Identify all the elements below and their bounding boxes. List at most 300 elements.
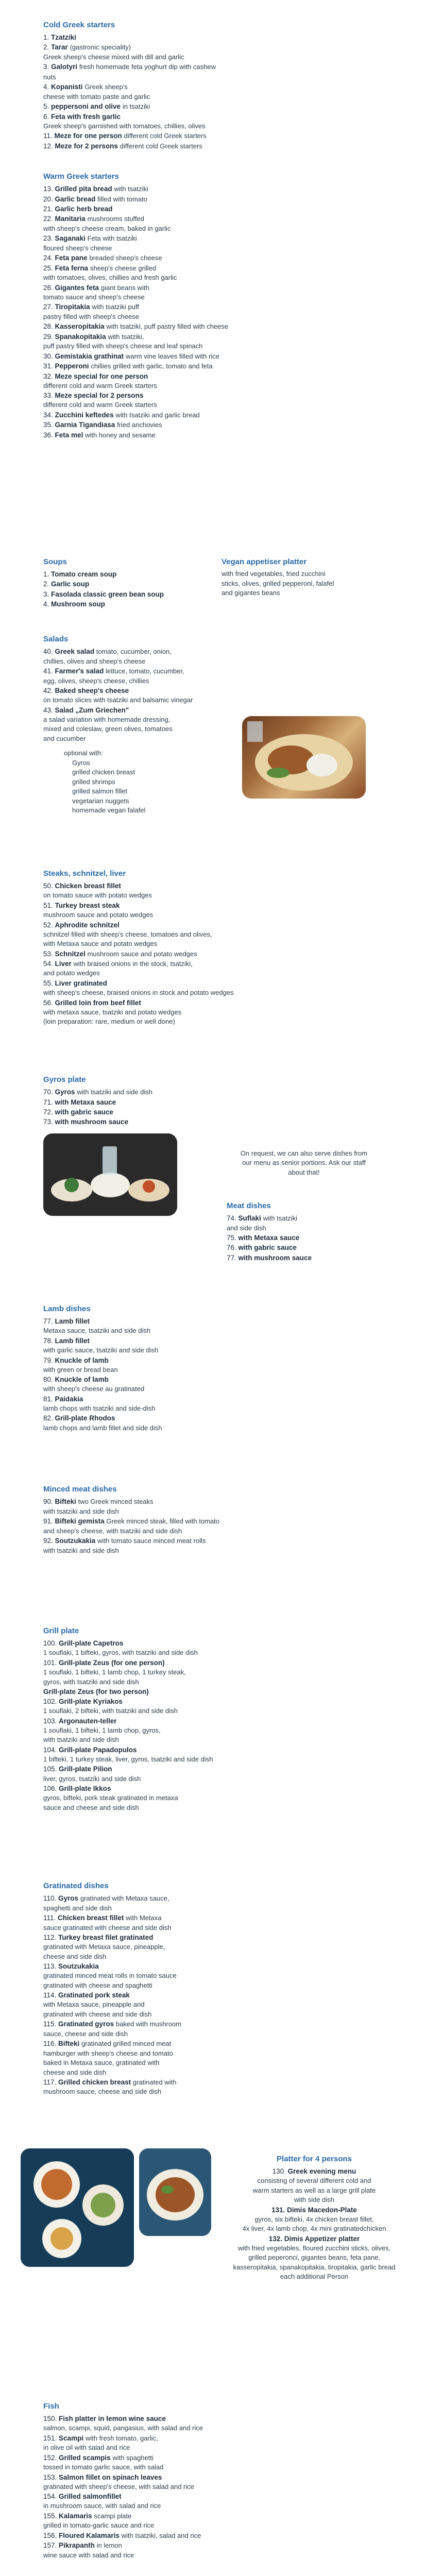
menu-item [43,2077,249,2087]
menu-item [43,2039,249,2048]
item-description: chillies grilled with garlic, tomato and feta [91,362,213,370]
item-name: Grill-plate Papadopulos [59,1745,137,1754]
item-number: 3. [43,590,49,598]
item-name: Chicken breast fillet [55,882,121,890]
item-name: 131. Dimis Macedon-Plate [271,2206,357,2214]
item-description: with tsatziki and side dish [77,1088,153,1096]
item-detail: sauce gratinated with cheese and side dish [43,1923,172,1931]
item-number: 76. [227,1244,236,1252]
menu-item [43,1375,218,1384]
item-description: (gastronic speciality) [70,43,131,52]
menu-item [43,32,218,42]
item-number: 70. [43,1088,53,1096]
item-detail: and cucumber [43,734,86,742]
item-detail: mushroom sauce, cheese and side dish [43,2088,162,2096]
item-description: fried anchovies [117,421,162,429]
item-name: Gigantes feta [55,283,99,292]
menu-item [43,253,239,263]
menu-item [43,2453,260,2463]
item-detail: grilled in tomato-garlic sauce and rice [43,2521,155,2530]
menu-item [43,1536,260,1546]
menu-item [43,2531,260,2540]
menu-item [43,332,239,342]
menu-item [43,263,239,273]
item-name: Garlic bread [55,195,96,203]
item-description: Feta with tsatziki [87,234,137,243]
item-name: Pepperoni [55,362,89,370]
item-number: 113. [43,1962,57,1971]
item-detail: baked in Metaxa sauce, gratinated with [43,2059,160,2067]
item-description: scampi plate [94,2512,132,2520]
item-detail: floured sheep's cheese [43,244,112,252]
gyros-section [43,1074,213,1127]
item-name: Paidakia [55,1395,83,1403]
item-number: 41. [43,667,53,675]
item-detail: tossed in tomato garlic sauce, with salad [43,2463,164,2471]
optional-label: optional with: [64,749,103,757]
item-name: Feta with fresh garlic [51,112,121,121]
menu-item [43,579,213,589]
item-detail: gratinated with sheep's cheese, with salad and rice [43,2482,194,2490]
item-detail: and potato wedges [43,969,100,977]
item-detail: 1 souflaki, 1 bifteki, 1 lamb chop, gyros, [43,1726,161,1734]
item-number: 55. [43,979,53,987]
item-detail: sauce and cheese and side dish [43,1803,139,1811]
item-number: 111. [43,1914,56,1922]
item-description: with Metaxa [126,1914,162,1922]
item-number: 6. [43,112,49,121]
item-description: with tsatziki, [108,332,144,341]
item-number: 20. [43,195,53,203]
item-number: 157. [43,2541,57,2550]
menu-item [43,978,285,988]
item-name: Grilled scampis [59,2453,111,2462]
item-name: Grill-plate Zeus (for two person) [43,1687,149,1696]
item-description: in tsatziki [122,103,150,111]
item-number: 90. [43,1498,53,1506]
item-detail: mixed and coleslaw, green olives, tomatoes [43,725,173,733]
request-note-line: On request, we can also serve dishes from [240,1149,368,1157]
item-detail: warm starters as well as a large grill plate [252,2186,376,2194]
item-name: Tiropitakia [55,303,90,311]
menu-item [227,1253,381,1263]
item-name: Fasolada classic green bean soup [51,590,164,598]
menu-item [43,1716,291,1726]
menu-item [43,131,218,141]
item-number: 32. [43,372,53,380]
item-number: 74. [227,1214,236,1223]
gratinated-title: Gratinated dishes [43,1882,109,1890]
menu-item [43,1516,260,1526]
menu-item [43,101,218,111]
item-description: in lemon [96,2541,122,2550]
menu-item [43,1933,249,1942]
item-number: 54. [43,960,53,968]
item-name: Tomato cream soup [51,570,117,579]
item-detail: spaghetti and side dish [43,1904,112,1912]
item-number: 43. [43,706,53,714]
item-number: 154. [43,2493,57,2501]
item-number: 5. [43,103,49,111]
menu-item [43,1764,291,1774]
warm_greek-title: Warm Greek starters [43,172,120,181]
item-description: with tsatziki [263,1214,298,1223]
grill-section [43,1625,291,1812]
item-number: 112. [43,1934,57,1942]
item-name: Mushroom soup [51,600,106,608]
lamb-title: Lamb dishes [43,1304,91,1313]
item-number: 11. [43,132,53,140]
salads-title: Salads [43,635,69,643]
item-name: Salmon fillet on spinach leaves [59,2473,162,2481]
item-name: peppersoni and olive [51,103,121,111]
menu-item [43,62,218,82]
item-name: with Metaxa sauce [55,1098,116,1106]
menu-item [43,361,239,371]
cold-greek-section [43,20,218,151]
gyros-title: Gyros plate [43,1075,86,1084]
menu-item [43,647,239,656]
item-name: Gyros [55,1088,75,1096]
item-detail: a salad variation with homemade dressing, [43,715,171,723]
item-number: 104. [43,1745,57,1754]
item-description: mushrooms stuffed [87,215,144,223]
soups-section [43,556,213,609]
item-detail: with fried vegetables, floured zucchini sticks, olives, [237,2244,391,2252]
item-name: Turkey breast steak [55,901,120,909]
item-name: Kopanisti [51,83,83,91]
gratinated-section [43,1880,249,2097]
item-detail: with green or bread bean [43,1365,118,1374]
item-name: Farmer's salad [55,667,104,675]
item-number: 34. [43,411,53,419]
item-description: with honey and sesame [85,431,156,439]
item-detail: with sheep's cheese cream, baked in garlic [43,224,171,232]
item-description: Greek sheep's [84,83,128,91]
menu-item [43,410,239,420]
item-number: 115. [43,2020,57,2028]
optional-item: vegetarian nuggets [72,796,129,805]
item-number: 77. [227,1253,236,1262]
mezze-plates-photo [43,1133,177,1216]
menu-item [43,2472,260,2482]
item-number: 78. [43,1336,53,1345]
optional-item: grilled chicken breast [72,768,135,776]
item-name: Knuckle of lamb [55,1356,109,1364]
item-description: with tsatziki and garlic bread [115,411,200,419]
item-name: Grill-plate Pilion [59,1765,112,1773]
item-number: 92. [43,1537,53,1545]
item-name: Manitaria [55,215,86,223]
item-number: 40. [43,648,53,656]
item-number: 26. [43,283,53,292]
menu-item [216,2166,412,2176]
item-description: filled with tomato [97,195,147,203]
item-detail: gyros, bifteki, pork steak gratinated in metaxa [43,1794,178,1802]
item-number: 27. [43,303,53,311]
item-detail: each additional Person [280,2273,349,2281]
item-detail: gyros, six bifteki, 4x chicken breast fillet, [254,2215,374,2223]
item-number: 33. [43,392,53,400]
menu-item [43,959,285,969]
item-number: 153. [43,2473,57,2481]
item-name: Argonauten-teller [59,1717,117,1725]
item-number: 117. [43,2078,57,2087]
item-name: Grilled pita bread [55,185,112,193]
item-detail: with Metaxa sauce, pineapple and [43,2001,145,2009]
item-detail: gratinated minced meat rolls in tomato sauce [43,1972,177,1980]
item-name: Knuckle of lamb [55,1376,109,1384]
item-name: Gratinated pork steak [58,1991,130,1999]
item-detail: on tomato slices with tsatziki and balsamic vinegar [43,696,193,704]
fish-section [43,2401,260,2560]
item-detail: lamb chops with tsatziki and side-dish [43,1404,156,1412]
item-detail: Metaxa sauce, tsatziki and side dish [43,1327,151,1335]
item-name: Galotyri [51,63,78,71]
menu-item [43,1097,213,1107]
item-number: 116. [43,2040,57,2048]
item-number: 24. [43,254,53,262]
soups-title: Soups [43,557,67,566]
menu-item [227,1243,381,1252]
item-number: 22. [43,215,53,223]
request-note-line: about that! [288,1168,320,1176]
item-number: 75. [227,1234,236,1242]
minced-section [43,1484,260,1555]
menu-item [43,1658,291,1668]
menu-item [43,214,239,224]
item-name: Tarar [51,43,68,52]
item-number: 23. [43,234,53,243]
item-detail: with tsatziki and side dish [43,1507,119,1515]
item-name: Greek salad [55,648,95,656]
item-number: 53. [43,950,53,958]
vegan-line: with fried vegetables, fried zucchini [221,570,326,578]
menu-item [43,302,239,312]
item-name: with gabric sauce [55,1108,113,1116]
item-detail: consisting of several different cold and [257,2177,371,2185]
vegan-line: sticks, olives, grilled pepperoni, falafel [221,579,334,587]
item-name: Bifteki [55,1498,76,1506]
item-name: Grill-plate Kyriakos [59,1698,123,1706]
menu-item [43,1087,213,1097]
item-number: 155. [43,2512,57,2520]
item-description: with tsatziki, salad and rice [121,2531,201,2539]
platter-section [216,2154,412,2282]
item-number: 13. [43,185,53,193]
item-number: 28. [43,323,53,331]
item-number: 2. [43,580,49,588]
item-number: 114. [43,1991,57,1999]
item-name: Bifteki gemista [55,1517,105,1526]
item-number: 91. [43,1517,53,1526]
menu-item [43,1745,291,1755]
grilled-platter-photo [139,2148,211,2236]
menu-item [43,184,239,194]
item-name: Kalamaris [59,2512,92,2520]
menu-item [43,1316,218,1326]
menu-item [43,371,239,381]
item-number: 156. [43,2531,57,2539]
item-description: mushroom sauce and potato wedges [87,950,197,958]
item-name: Chicken breast fillet [58,1914,124,1922]
menu-item [43,1355,218,1365]
item-detail: cheese and side dish [43,2068,107,2076]
menu-item [43,351,239,361]
item-name: Lamb fillet [55,1317,90,1326]
item-number: 29. [43,332,53,341]
item-name: Pikrapanth [59,2541,95,2550]
item-number: 56. [43,998,53,1007]
item-name: Aphrodite schnitzel [55,921,120,929]
item-name: Grill-plate Zeus (for one person) [59,1658,165,1667]
item-number: 1. [43,33,49,42]
item-detail: salmon, scampi, squid, pangasius, with salad and rice [43,2424,203,2432]
item-number: 2. [43,43,49,52]
item-detail: with garlic sauce, tsatziki and side dish [43,1346,159,1354]
restaurant-dishes-photo [21,2148,134,2267]
item-number: 81. [43,1395,53,1403]
item-name: Floured Kalamaris [59,2531,120,2539]
item-name: with mushroom sauce [238,1253,312,1262]
steaks-section [43,868,285,1027]
item-number: 82. [43,1414,53,1422]
item-number: 42. [43,687,53,695]
item-name: Garnia Tigandiasa [55,421,115,429]
item-detail: 1 souflaki, 1 bifteki, 1 lamb chop, 1 turkey steak, [43,1668,186,1676]
vegan-title: Vegan appetiser platter [221,557,307,566]
menu-item [43,949,285,959]
item-name: Liver gratinated [55,979,107,987]
menu-item [43,233,239,243]
menu-item [43,194,239,204]
item-description: with tomato sauce minced meat rolls [97,1537,206,1545]
menu-item [43,920,285,930]
item-name: 132. Dimis Appetizer platter [268,2234,360,2243]
item-detail: 1 souflaki, 2 bifteki, with tsatziki and side dish [43,1707,178,1715]
menu-item [227,1213,381,1223]
item-name: Tzatziki [51,33,76,42]
item-number: 150. [43,2415,57,2423]
item-number: 80. [43,1376,53,1384]
minced-title: Minced meat dishes [43,1485,117,1494]
item-name: Gyros [58,1894,79,1903]
menu-item [43,321,239,331]
item-detail: 1 souflaki, 1 bifteki, gyros, with tsatziki and side dish [43,1649,198,1657]
item-name: Suflaki [238,1214,261,1223]
item-number: 50. [43,882,53,890]
item-number: 12. [43,142,53,150]
item-name: Gemistakia grathinat [55,352,124,360]
item-name: Feta ferna [55,264,89,272]
item-name: Gratinated gyros [58,2020,114,2028]
menu-item [43,82,218,92]
menu-item [43,2492,260,2501]
item-detail: 1 bifteki, 1 turkey steak, liver, gyros, tsatziki and side dish [43,1755,213,1763]
item-name: Liver [55,960,72,968]
item-name: Grilled chicken breast [58,2078,131,2087]
item-number: 106. [43,1785,57,1793]
meat-section [227,1200,381,1263]
item-name: Grilled loin from beef fillet [55,998,141,1007]
item-detail: egg, olives, sheep's cheese, chillies [43,676,149,685]
menu-item [43,42,218,52]
item-detail: with sheep's cheese, braised onions in stock and potato wedges [43,989,234,997]
item-detail: and side dish [227,1224,266,1232]
item-detail: gratinated with cheese and spaghetti [43,1981,152,1989]
menu-item [43,1394,218,1404]
item-name: Schnitzel [55,950,86,958]
cold_greek-title: Cold Greek starters [43,21,115,29]
vegan-section [221,556,376,598]
optional-item: homemade vegan falafel [72,806,146,814]
menu-item [43,569,213,579]
item-number: 35. [43,421,53,429]
item-name: Scampi [59,2434,84,2442]
item-detail: Greek sheep's cheese mixed with dill and garlic [43,53,184,61]
menu-item [43,112,218,122]
optional-item: grilled shrimps [72,777,115,786]
item-name: Fish platter in lemon wine sauce [59,2415,166,2423]
item-name: Grill-plate Rhodos [55,1414,115,1422]
item-description: with spaghetti [112,2453,154,2462]
item-name: Feta mel [55,431,83,439]
item-name: with mushroom sauce [55,1118,129,1126]
item-detail: schnitzel filled with sheep's cheese, tomatoes and olives, [43,930,212,938]
item-number: 4. [43,600,49,608]
menu-item [43,2414,260,2424]
menu-item [43,141,218,151]
item-number: 25. [43,264,53,272]
item-description: gratinated with [132,2078,177,2087]
item-number: 52. [43,921,53,929]
lamb-section [43,1303,218,1433]
item-description: sheep's cheese grilled [90,264,157,272]
item-detail: on tomato sauce with potato wedges [43,891,152,900]
item-name: Zucchini keftedes [55,411,114,419]
item-number: 73. [43,1118,53,1126]
item-description: gratinated with Metaxa sauce, [80,1894,169,1903]
menu-item [43,2540,260,2550]
item-name: Baked sheep's cheese [55,687,129,695]
item-description: fresh homemade feta yoghurt dip with cashew nuts [43,63,216,81]
item-name: Meze special for 2 persons [55,392,144,400]
menu-item [43,420,239,430]
item-detail: with tsatziki and side dish [43,1736,119,1744]
item-name: Feta pane [55,254,88,262]
item-name: Lamb fillet [55,1336,90,1345]
menu-item [43,430,239,440]
item-number: 4. [43,83,49,91]
item-name: Turkey breast filet gratinated [58,1934,154,1942]
item-detail: gratinated with cheese and side dish [43,2010,152,2018]
item-name: Meze for one person [54,132,122,140]
vegan-line: and gigantes beans [221,589,280,597]
item-number: 102. [43,1698,57,1706]
menu-item [43,283,239,293]
menu-item [43,1893,249,1903]
item-detail: pastry filled with sheep's cheese [43,312,140,320]
item-number: 51. [43,901,53,909]
salads-section [43,634,239,815]
grill-title: Grill plate [43,1626,79,1635]
menu-item [43,1638,291,1648]
item-detail: lamb chops and lamb fillet and side dish [43,1423,162,1432]
menu-item [43,666,239,676]
item-name: Bifteki [58,2040,80,2048]
item-description: with fresh tomato, garlic, [85,2434,158,2442]
item-name: Garlic herb bread [55,205,113,213]
